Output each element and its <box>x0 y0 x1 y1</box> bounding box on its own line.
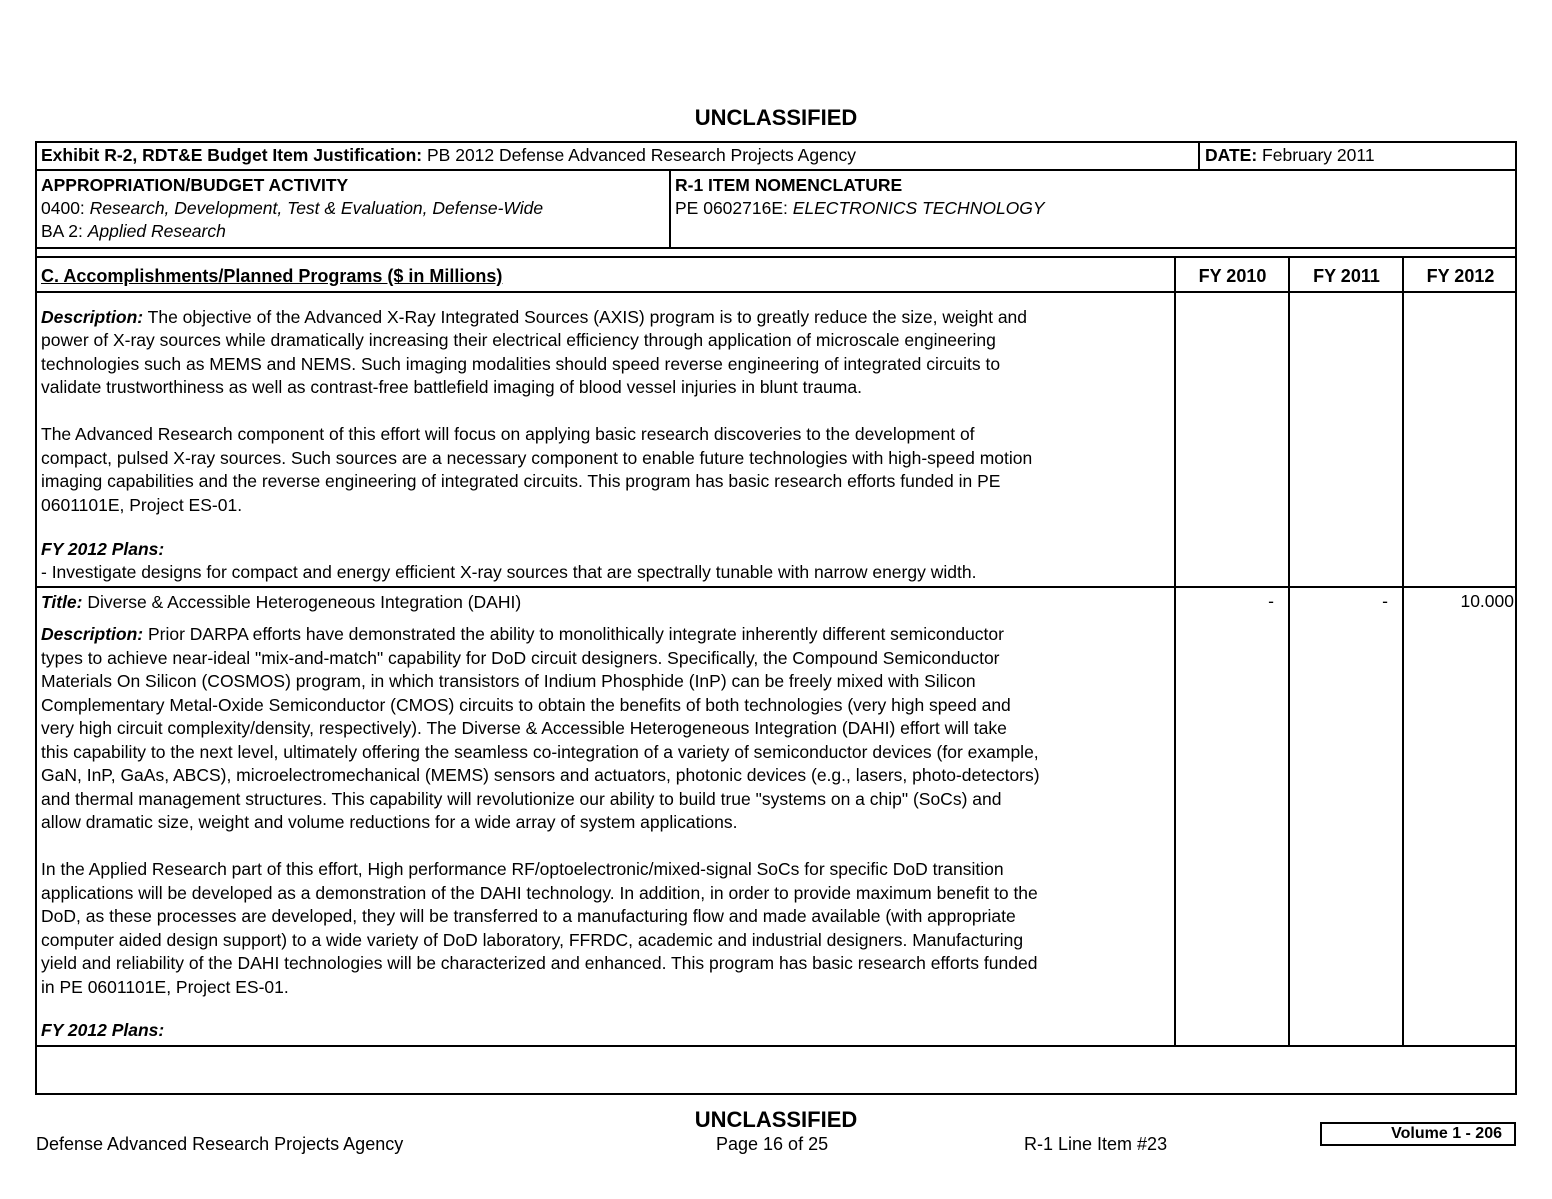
footer-line-item: R-1 Line Item #23 <box>1024 1134 1168 1154</box>
footer-page-number: Page 16 of 25 <box>716 1134 829 1154</box>
item2-value-fy2011: - <box>1382 591 1388 611</box>
ba-code: BA 2: <box>41 221 88 241</box>
item1-plans-label: FY 2012 Plans: <box>41 539 165 559</box>
appropriation-name: Research, Development, Test & Evaluation, Defense-Wide <box>89 198 544 218</box>
divider <box>669 169 671 249</box>
item1-description-label: Description: <box>41 307 144 327</box>
divider <box>35 291 1517 293</box>
divider <box>1198 141 1200 171</box>
item2-description-line: GaN, InP, GaAs, ABCS), microelectromechanical (MEMS) sensors and actuators, photonic devices (e.g., lasers, photo-detectors) <box>41 765 1040 785</box>
item1-paragraph-line: The Advanced Research component of this effort will focus on applying basic research discoveries to the development of <box>41 424 975 444</box>
item1-paragraph-line: imaging capabilities and the reverse engineering of integrated circuits. This program has basic research efforts funded in PE <box>41 471 1001 491</box>
item2-plans-label: FY 2012 Plans: <box>41 1020 165 1040</box>
item1-plan-bullet: - Investigate designs for compact and energy efficient X-ray sources that are spectrally tunable with narrow energy width. <box>41 562 977 582</box>
item1-description-text: The objective of the Advanced X-Ray Integrated Sources (AXIS) program is to greatly reduce the size, weight and <box>143 307 1028 327</box>
item1-paragraph-line: 0601101E, Project ES-01. <box>41 495 243 515</box>
divider <box>1288 256 1290 1047</box>
date-value: February 2011 <box>1257 145 1375 165</box>
item1-description-line: power of X-ray sources while dramatically increasing their electrical efficiency through application of microscale engineering <box>41 330 996 350</box>
appropriation-line <box>41 197 543 221</box>
item1-description-line <box>41 306 1027 330</box>
item2-title <box>41 591 521 615</box>
item2-description-line <box>41 623 1004 647</box>
date <box>1205 144 1375 168</box>
item1-paragraph-line: compact, pulsed X-ray sources. Such sources are a necessary component to enable future technologies with high-speed motion <box>41 448 1033 468</box>
item2-title-label: Title: <box>41 592 83 612</box>
divider <box>35 1045 1517 1047</box>
item2-value-fy2012: 10.000 <box>1460 591 1514 611</box>
item1-description-line: technologies such as MEMS and NEMS. Such imaging modalities should speed reverse engineering of integrated circuits to <box>41 354 1001 374</box>
exhibit-title <box>41 144 856 168</box>
item2-description-text: Prior DARPA efforts have demonstrated the ability to monolithically integrate inherently different semiconductor <box>143 624 1004 644</box>
classification-bottom: UNCLASSIFIED <box>694 1107 858 1132</box>
item1-description-line: validate trustworthiness as well as contrast-free battlefield imaging of blood vessel injuries in blunt trauma. <box>41 377 862 397</box>
divider <box>1174 256 1176 1047</box>
r1-line <box>675 197 1045 221</box>
item2-description-line: Materials On Silicon (COSMOS) program, in which transistors of Indium Phosphide (InP) can be freely mixed with Silicon <box>41 671 976 691</box>
column-header-fy2011: FY 2011 <box>1313 266 1380 286</box>
item2-paragraph-line: DoD, as these processes are developed, they will be transferred to a manufacturing flow and made available (with appropriate <box>41 906 1016 926</box>
section-title: C. Accomplishments/Planned Programs ($ in Millions) <box>41 266 503 286</box>
item2-paragraph-line: computer aided design support) to a wide variety of DoD laboratory, FFRDC, academic and industrial designers. Manufacturing <box>41 930 1024 950</box>
date-label: DATE: <box>1205 145 1258 165</box>
item2-description-line: Complementary Metal-Oxide Semiconductor (CMOS) circuits to obtain the benefits of both technologies (very high speed and <box>41 695 1011 715</box>
appropriation-label: APPROPRIATION/BUDGET ACTIVITY <box>41 175 349 195</box>
item2-paragraph-line: In the Applied Research part of this effort, High performance RF/optoelectronic/mixed-signal SoCs for specific DoD transition <box>41 859 1004 879</box>
divider <box>35 256 1517 258</box>
item2-description-line: allow dramatic size, weight and volume reductions for a wide array of system applications. <box>41 812 738 832</box>
ba-name: Applied Research <box>87 221 226 241</box>
exhibit-label: Exhibit R-2, RDT&E Budget Item Justification: <box>41 145 423 165</box>
item2-paragraph-line: in PE 0601101E, Project ES-01. <box>41 977 289 997</box>
column-header-fy2010: FY 2010 <box>1198 266 1267 286</box>
budget-activity-line <box>41 220 226 244</box>
divider <box>1402 256 1404 1047</box>
appropriation-code: 0400: <box>41 198 90 218</box>
r1-label: R-1 ITEM NOMENCLATURE <box>675 175 903 195</box>
item2-paragraph-line: yield and reliability of the DAHI technologies will be characterized and enhanced. This program has basic research efforts funded <box>41 953 1038 973</box>
classification-top: UNCLASSIFIED <box>694 105 858 130</box>
item2-title-value: Diverse & Accessible Heterogeneous Integration (DAHI) <box>82 592 522 612</box>
item2-description-line: and thermal management structures. This capability will revolutionize our ability to build true "systems on a chip" (SoCs) and <box>41 789 1002 809</box>
footer-agency: Defense Advanced Research Projects Agency <box>36 1134 404 1154</box>
item2-description-line: types to achieve near-ideal "mix-and-match" capability for DoD circuit designers. Specifically, the Compound Semiconductor <box>41 648 1000 668</box>
volume-box: Volume 1 - 206 <box>1320 1122 1516 1146</box>
item2-value-fy2010: - <box>1268 591 1274 611</box>
divider <box>35 169 1517 171</box>
item2-description-label: Description: <box>41 624 144 644</box>
column-header-fy2012: FY 2012 <box>1426 266 1495 286</box>
divider <box>35 247 1517 249</box>
item2-description-line: very high circuit complexity/density, respectively). The Diverse & Accessible Heterogeneous Integration (DAHI) effort will take <box>41 718 1007 738</box>
item2-description-line: this capability to the next level, ultimately offering the seamless co-integration of a variety of semiconductor devices (for example, <box>41 742 1039 762</box>
item2-paragraph-line: applications will be developed as a demonstration of the DAHI technology. In addition, in order to provide maximum benefit to the <box>41 883 1038 903</box>
r1-code: PE 0602716E: <box>675 198 793 218</box>
r1-name: ELECTRONICS TECHNOLOGY <box>792 198 1045 218</box>
exhibit-value: PB 2012 Defense Advanced Research Projects Agency <box>422 145 857 165</box>
divider <box>35 586 1517 588</box>
